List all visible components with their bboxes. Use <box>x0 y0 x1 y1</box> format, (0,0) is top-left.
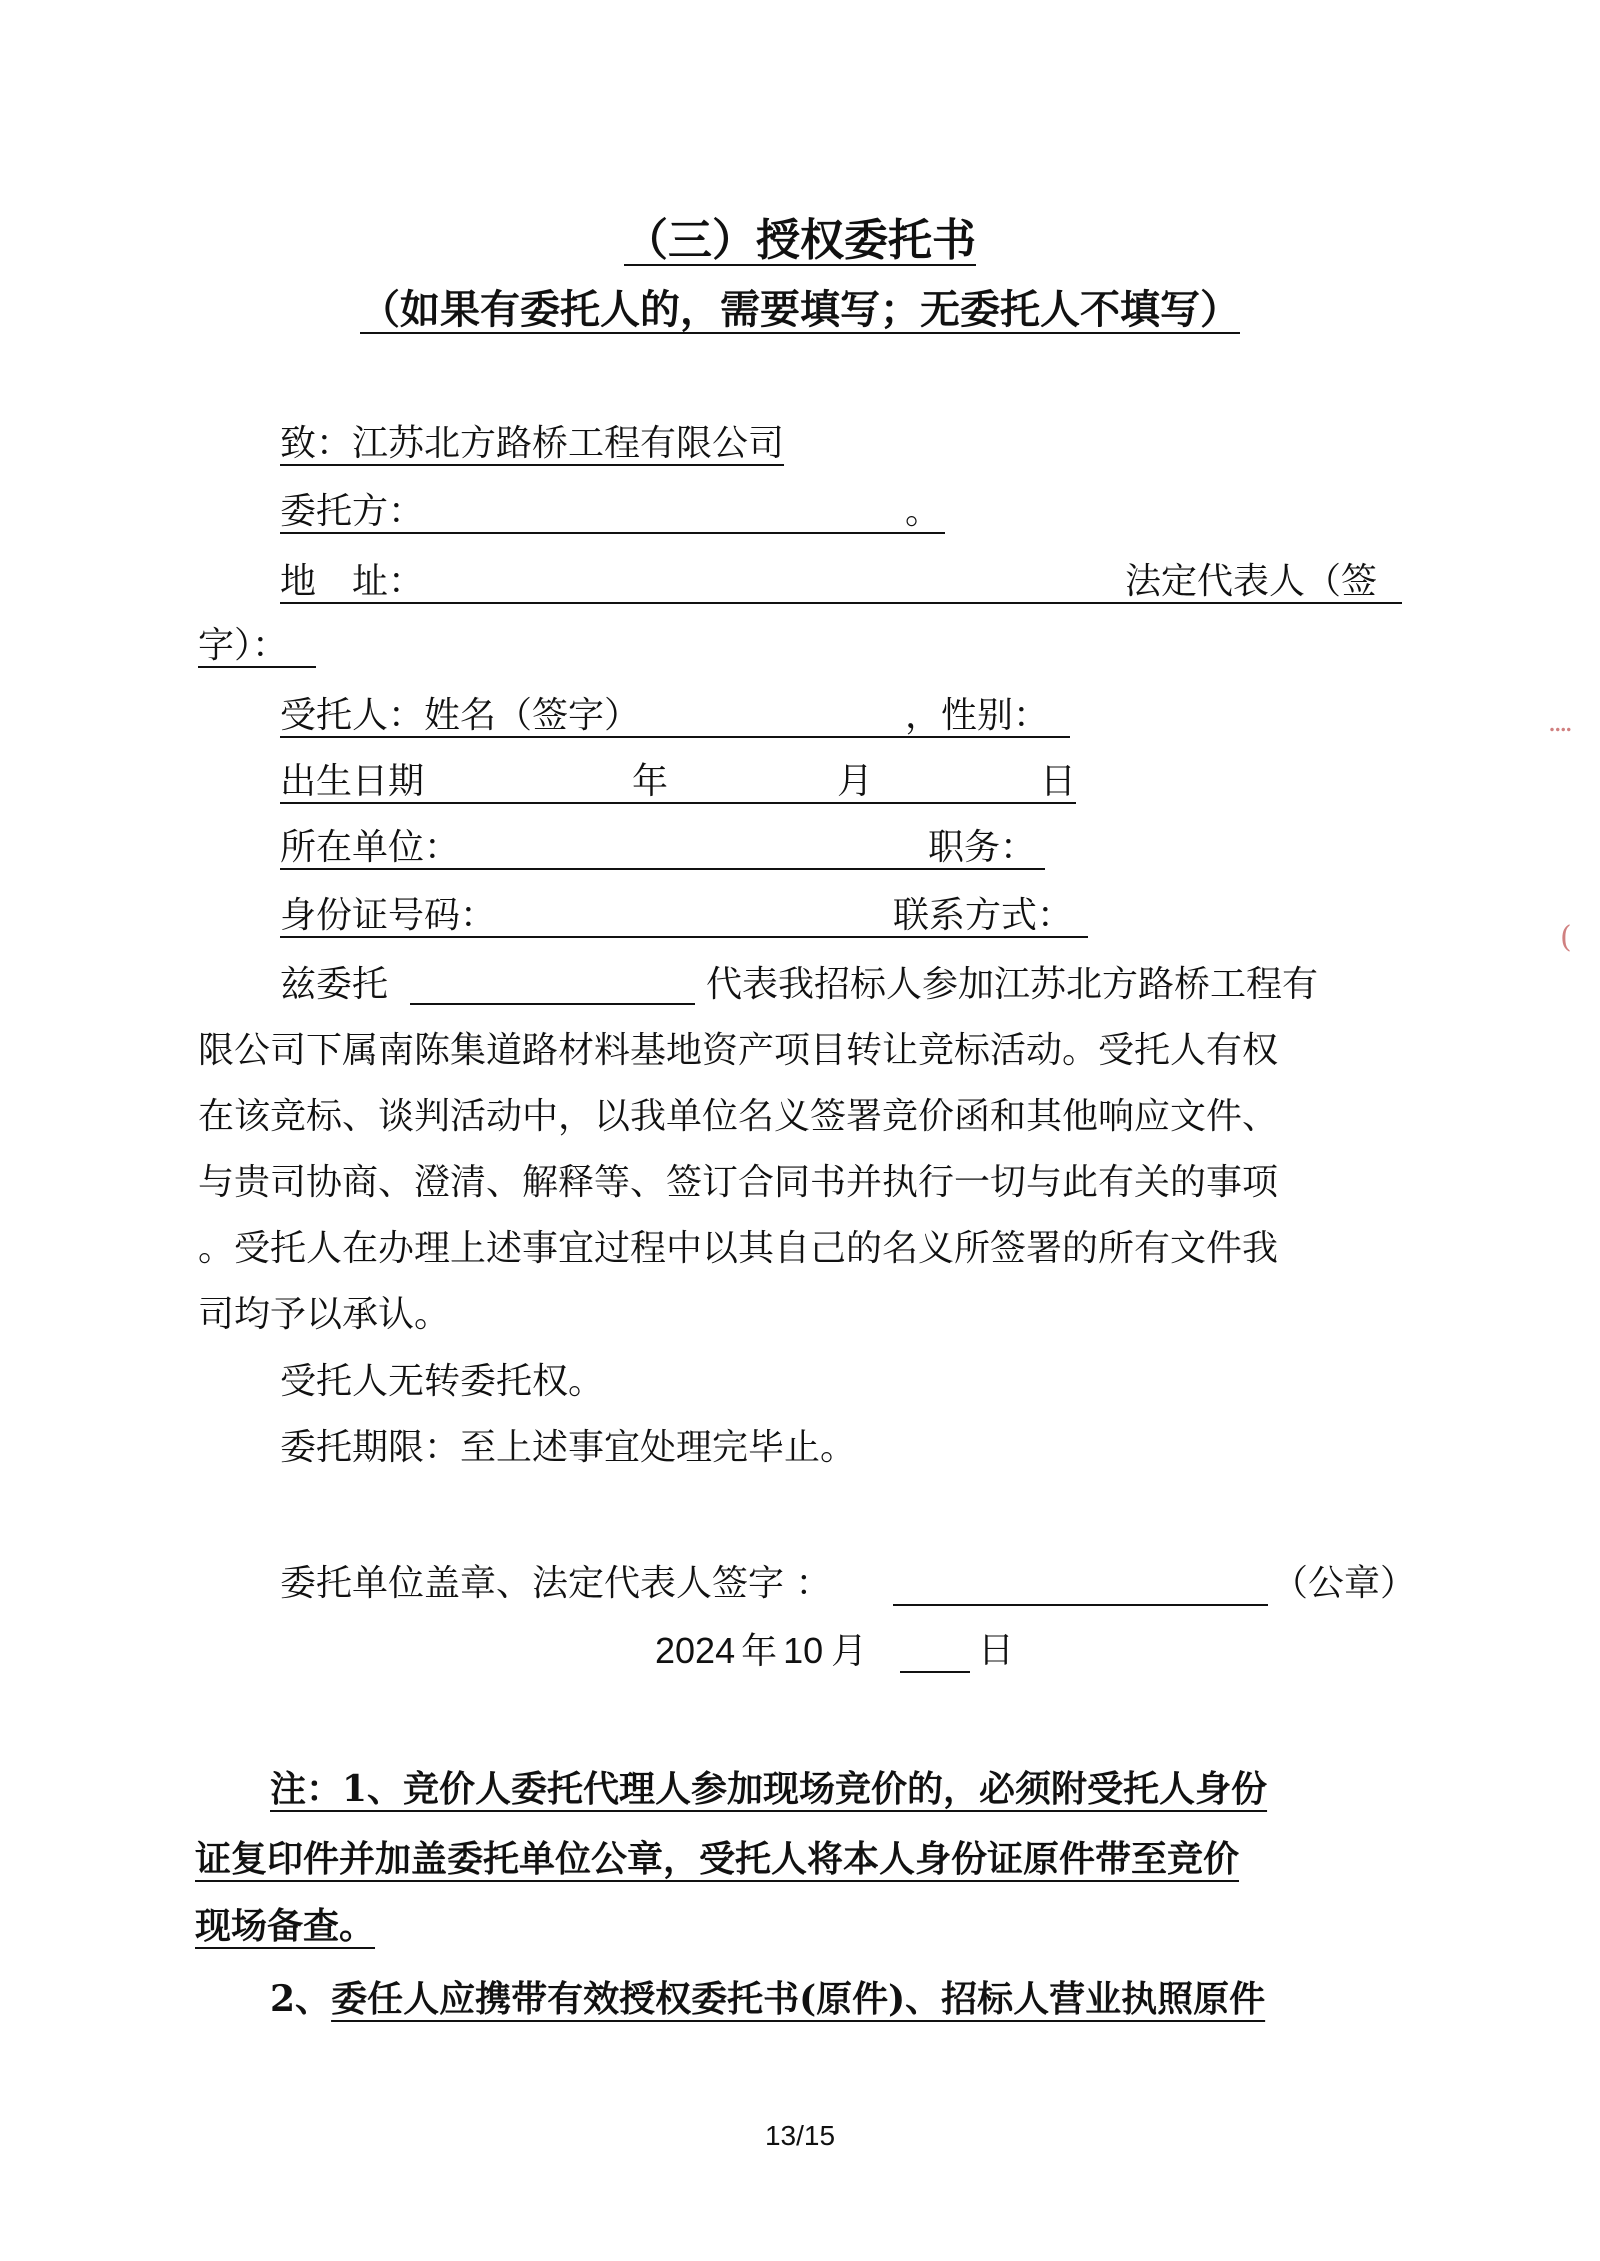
birth-month-label: 月 <box>837 761 874 802</box>
address-label: 地 址： <box>280 561 425 602</box>
stamp-edge-mark: ⁞ <box>1542 725 1578 734</box>
delegate-blank <box>410 1003 695 1005</box>
employer-label: 所在单位： <box>280 827 461 868</box>
date-year: 2024 <box>655 1630 736 1671</box>
seal-suffix: （公章） <box>1272 1563 1417 1604</box>
id-number-label: 身份证号码： <box>280 895 497 936</box>
contact-label: 联系方式： <box>893 895 1074 936</box>
seal-signature-underline <box>893 1604 1268 1606</box>
delegation-term: 委托期限：至上述事宜处理完毕止。 <box>280 1427 857 1468</box>
page-number: 13/15 <box>764 2120 836 2151</box>
para-line-1b: 代表我招标人参加江苏北方路桥工程有 <box>706 964 1319 1005</box>
para-line-6: 司均予以承认。 <box>198 1294 451 1335</box>
addressee-line: 致：江苏北方路桥工程有限公司 <box>280 423 785 464</box>
date-day-unit: 日 <box>978 1630 1015 1671</box>
principal-end: 。 <box>905 491 942 532</box>
date-year-unit: 年 <box>741 1631 778 1672</box>
para-line-5: 。受托人在办理上述事宜过程中以其自己的名义所签署的所有文件我 <box>198 1228 1279 1269</box>
para-line-3: 在该竞标、谈判活动中，以我单位名义签署竞价函和其他响应文件、 <box>198 1096 1279 1137</box>
principal-underline <box>280 532 945 534</box>
note-2-line <box>270 1975 1265 2023</box>
birth-day-label: 日 <box>1040 761 1077 802</box>
note-2-number: 2、 <box>270 1978 332 2020</box>
signature-date <box>655 1627 867 1676</box>
stamp-edge-mark: ( <box>1560 920 1572 955</box>
note-1-line-2: 证复印件并加盖委托单位公章，受托人将本人身份证原件带至竞价 <box>195 1838 1240 1880</box>
birth-date-label: 出生日期 <box>280 761 425 802</box>
note-1-line-1: 注：1、竞价人委托代理人参加现场竞价的，必须附受托人身份 <box>270 1768 1268 1810</box>
seal-signature-label: 委托单位盖章、法定代表人签字 ： <box>280 1563 832 1604</box>
document-subtitle: （如果有委托人的，需要填写；无委托人不填写） <box>360 286 1240 333</box>
para-line-4: 与贵司协商、澄清、解释等、签订合同书并执行一切与此有关的事项 <box>198 1162 1279 1203</box>
gender-label: ，性别： <box>905 695 1050 736</box>
note-2-text: 委任人应携带有效授权委托书(原件)、招标人营业执照原件 <box>331 1978 1266 2020</box>
date-day-blank <box>900 1671 970 1673</box>
no-sub-delegation: 受托人无转委托权。 <box>280 1361 605 1402</box>
para-line-2: 限公司下属南陈集道路材料基地资产项目转让竞标活动。受托人有权 <box>198 1030 1279 1071</box>
para-line-1a: 兹委托 <box>280 964 389 1005</box>
agent-name-underline <box>280 736 1070 738</box>
agent-name-label: 受托人：姓名（签字） <box>280 695 641 736</box>
date-month: 10 <box>783 1630 824 1671</box>
birth-date-underline <box>280 802 1076 804</box>
legal-rep-label: 法定代表人（签 <box>1125 561 1378 602</box>
position-label: 职务： <box>928 827 1037 868</box>
principal-label: 委托方： <box>280 491 425 532</box>
legal-rep-label-cont: 字）： <box>198 625 289 666</box>
date-month-unit: 月 <box>831 1631 868 1672</box>
legal-rep-underline <box>198 666 316 668</box>
id-contact-underline <box>280 936 1088 938</box>
document-title: （三）授权委托书 <box>624 215 976 266</box>
birth-year-label: 年 <box>632 761 669 802</box>
note-1-line-3: 现场备查。 <box>195 1905 376 1947</box>
employer-underline <box>280 868 1045 870</box>
